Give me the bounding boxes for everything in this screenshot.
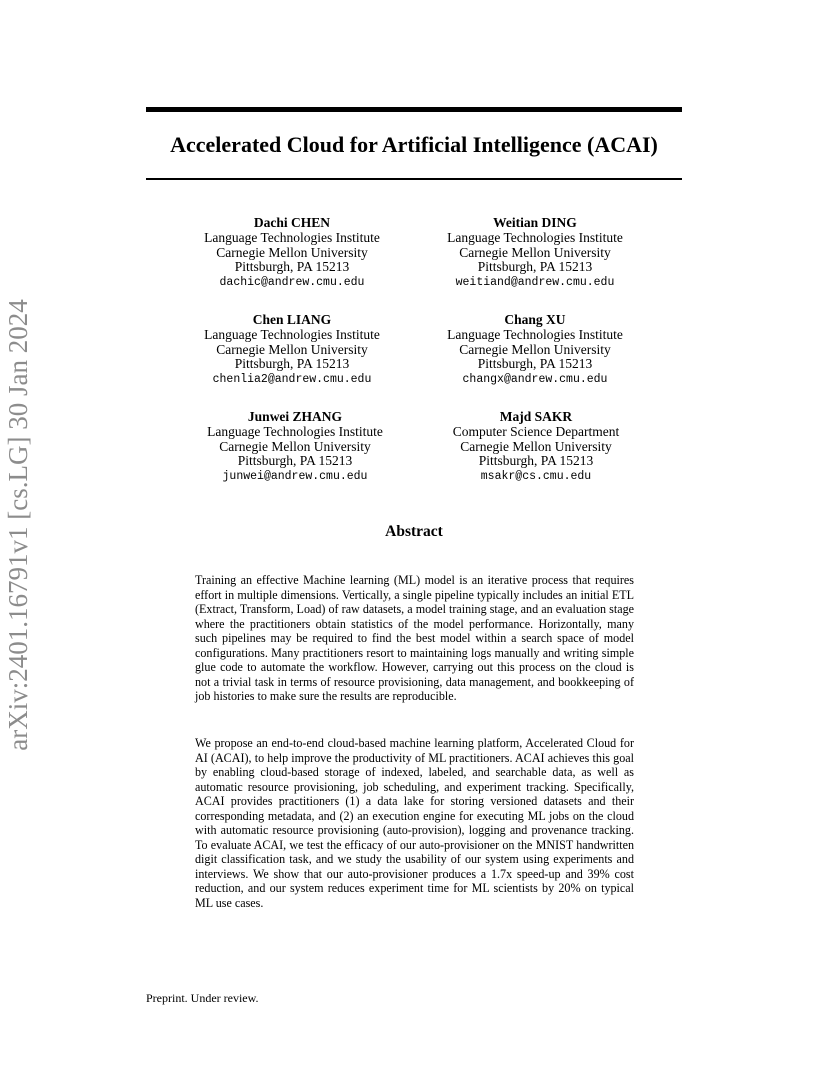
author-university: Carnegie Mellon University (216, 341, 368, 357)
paper-title: Accelerated Cloud for Artificial Intelligence (ACAI) (170, 132, 658, 157)
author-department: Language Technologies Institute (447, 326, 623, 342)
author-email: dachic@andrew.cmu.edu (219, 276, 365, 290)
author-email: changx@andrew.cmu.edu (462, 373, 608, 387)
author-university: Carnegie Mellon University (459, 341, 611, 357)
abstract-paragraph: We propose an end-to-end cloud-based machine learning platform, Accelerated Cloud for AI (ACAI), to help improve the productivity of ML practitioners. ACAI achieves this goal by enabling cloud-based storage of indexed, labeled, and searchable data, as well as automatic resource provisioning, job scheduling, and experiment tracking. Specifically, ACAI provides practitioners (1) a data lake for storing versioned datasets and their corresponding metadata, and (2) an execution engine for executing ML jobs on the cloud with automatic resource provisioning (auto-provision), logging and provenance tracking. To evaluate ACAI, we test the efficacy of our auto-provisioner on the MNIST handwritten digit classification task, and we study the usability of our system using experiments and interviews. We show that our auto-provisioner produces a 1.7x speed-up and 39% cost reduction, and our system reduces experiment time for ML scientists by 20% on typical ML use cases. (195, 736, 634, 911)
author-university: Carnegie Mellon University (460, 438, 612, 454)
abstract-paragraph: Training an effective Machine learning (ML) model is an iterative process that requires effort in multiple dimensions. Vertically, a single pipeline typically includes an initial ETL (Extract, Transform, Load) of raw datasets, a model training stage, and an evaluation stage where the practitioners obtain statistics of the model performance. Horizontally, many such pipelines may be required to find the best model within a search space of model configurations. Many practitioners resort to maintaining logs manually and writing simple glue code to automate the workflow. However, carrying out this process on the cloud is not a trivial task in terms of resource provisioning, data management, and bookkeeping of job histories to make sure the results are reproducible. (195, 573, 634, 704)
author-block (415, 313, 655, 388)
title-top-rule (146, 107, 682, 112)
author-email: weitiand@andrew.cmu.edu (455, 276, 615, 290)
author-address: Pittsburgh, PA 15213 (234, 356, 350, 372)
author-department: Language Technologies Institute (207, 423, 383, 439)
author-name: Majd SAKR (499, 409, 573, 424)
author-name: Junwei ZHANG (247, 409, 343, 424)
author-university: Carnegie Mellon University (216, 244, 368, 260)
author-block (416, 410, 656, 485)
author-email: chenlia2@andrew.cmu.edu (212, 373, 372, 387)
author-address: Pittsburgh, PA 15213 (477, 259, 593, 275)
title-bottom-rule (146, 178, 682, 180)
author-address: Pittsburgh, PA 15213 (237, 453, 353, 469)
author-name: Chang XU (504, 312, 566, 327)
author-department: Computer Science Department (452, 423, 620, 439)
author-block (172, 313, 412, 388)
author-university: Carnegie Mellon University (219, 438, 371, 454)
author-address: Pittsburgh, PA 15213 (477, 356, 593, 372)
abstract-heading: Abstract (385, 523, 443, 540)
author-block (415, 216, 655, 291)
arxiv-identifier: arXiv:2401.16791v1 [cs.LG] 30 Jan 2024 (3, 299, 33, 751)
author-email: junwei@andrew.cmu.edu (222, 470, 368, 484)
author-department: Language Technologies Institute (204, 229, 380, 245)
author-email: msakr@cs.cmu.edu (480, 470, 592, 484)
preprint-note: Preprint. Under review. (146, 991, 259, 1005)
author-university: Carnegie Mellon University (459, 244, 611, 260)
author-department: Language Technologies Institute (447, 229, 623, 245)
author-name: Dachi CHEN (253, 215, 331, 230)
author-block (172, 216, 412, 291)
author-address: Pittsburgh, PA 15213 (478, 453, 594, 469)
author-name: Weitian DING (493, 215, 577, 230)
author-name: Chen LIANG (252, 312, 332, 327)
author-block (175, 410, 415, 485)
author-address: Pittsburgh, PA 15213 (234, 259, 350, 275)
author-department: Language Technologies Institute (204, 326, 380, 342)
